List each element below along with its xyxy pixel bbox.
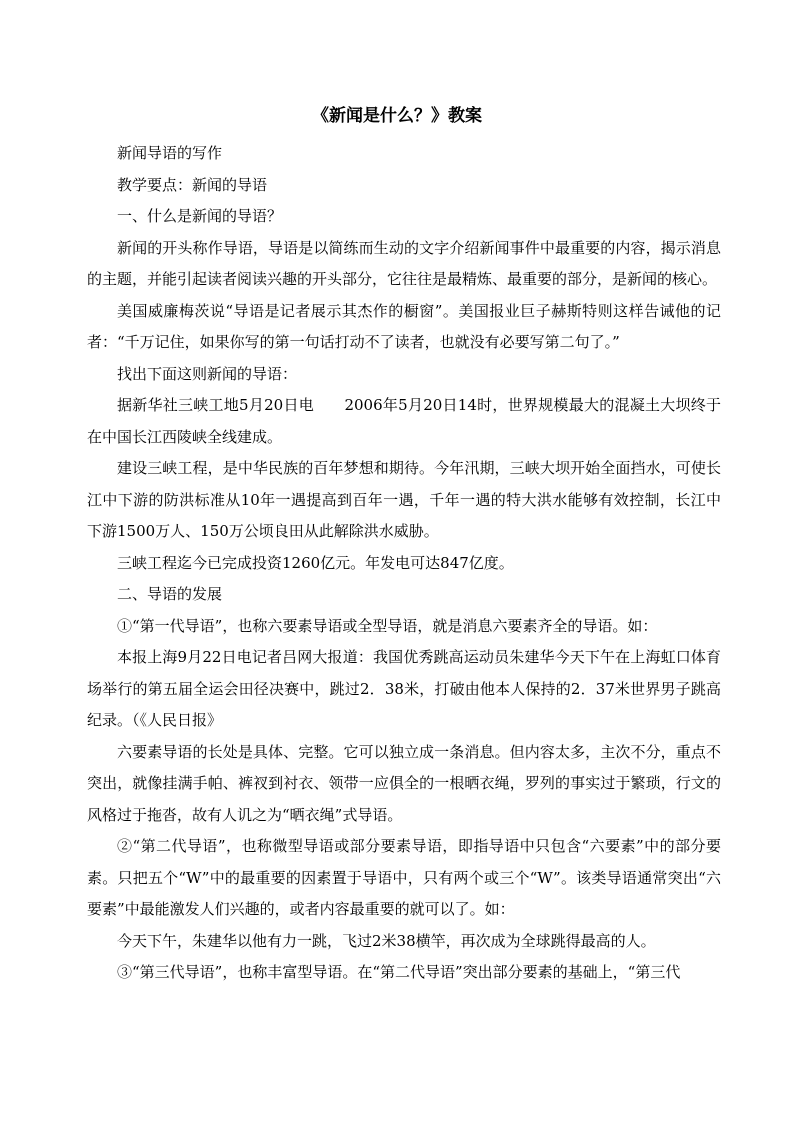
paragraph: ③“第三代导语”，也称丰富型导语。在“第二代导语”突出部分要素的基础上，“第三代 [117, 963, 681, 981]
document-title: 《新闻是什么？》教案 [312, 106, 482, 126]
paragraph: 新闻的开头称作导语，导语是以简练而生动的文字介绍新闻事件中最重要的内容，揭示消息的主题，并能引起读者阅读兴趣的开头部分，它往往是最精炼、最重要的部分，是新闻的核心。 [87, 238, 721, 288]
section-heading-1: 一、什么是新闻的导语？ [117, 207, 283, 225]
paragraph-subtitle: 新闻导语的写作 [117, 144, 223, 162]
news-example-paragraph: 本报上海9月22日电记者吕网大报道：我国优秀跳高运动员朱建华今天下午在上海虹口体育场举行的第五届全运会田径决赛中，跳过2．38米，打破由他本人保持的2．37米世界男子跳高纪录。（《人民日报》 [87, 648, 721, 729]
paragraph: ①“第一代导语”，也称六要素导语或全型导语，就是消息六要素齐全的导语。如： [117, 616, 658, 635]
news-example-paragraph: 今天下午，朱建华以他有力一跳，飞过2米38横竿，再次成为全球跳得最高的人。 [117, 931, 656, 950]
paragraph: 美国威廉梅茨说“导语是记者展示其杰作的橱窗”。美国报业巨子赫斯特则这样告诫他的记者：“千万记住，如果你写的第一句话打动不了读者，也就没有必要写第二句了。” [87, 301, 721, 351]
paragraph-teaching-points: 教学要点：新闻的导语 [117, 175, 268, 194]
document-body [87, 138, 721, 989]
paragraph: 找出下面这则新闻的导语： [117, 364, 298, 383]
news-example-paragraph: 据新华社三峡工地5月20日电 2006年5月20日14时，世界规模最大的混凝土大坝终于在中国长江西陵峡全线建成。 [87, 396, 721, 446]
news-example-paragraph: 三峡工程迄今已完成投资1260亿元。年发电可达847亿度。 [117, 553, 514, 572]
paragraph: 六要素导语的长处是具体、完整。它可以独立成一条消息。但内容太多，主次不分，重点不突出，就像挂满手帕、裤衩到衬衣、领带一应俱全的一根晒衣绳，罗列的事实过于繁琐，行文的风格过于拖沓，故有人讥之为“晒衣绳”式导语。 [87, 742, 721, 824]
paragraph: ②“第二代导语”，也称微型导语或部分要素导语，即指导语中只包含“六要素”中的部分要素。只把五个“W”中的最重要的因素置于导语中，只有两个或三个“W”。该类导语通常突出“六要素”中最能激发人们兴趣的，或者内容最重要的就可以了。如： [87, 837, 721, 918]
section-heading-2: 二、导语的发展 [117, 585, 223, 603]
news-example-paragraph: 建设三峡工程，是中华民族的百年梦想和期待。今年汛期，三峡大坝开始全面挡水，可使长江中下游的防洪标准从10年一遇提高到百年一遇，千年一遇的特大洪水能够有效控制，长江中下游1500万人、150万公顷良田从此解除洪水威胁。 [87, 459, 721, 540]
